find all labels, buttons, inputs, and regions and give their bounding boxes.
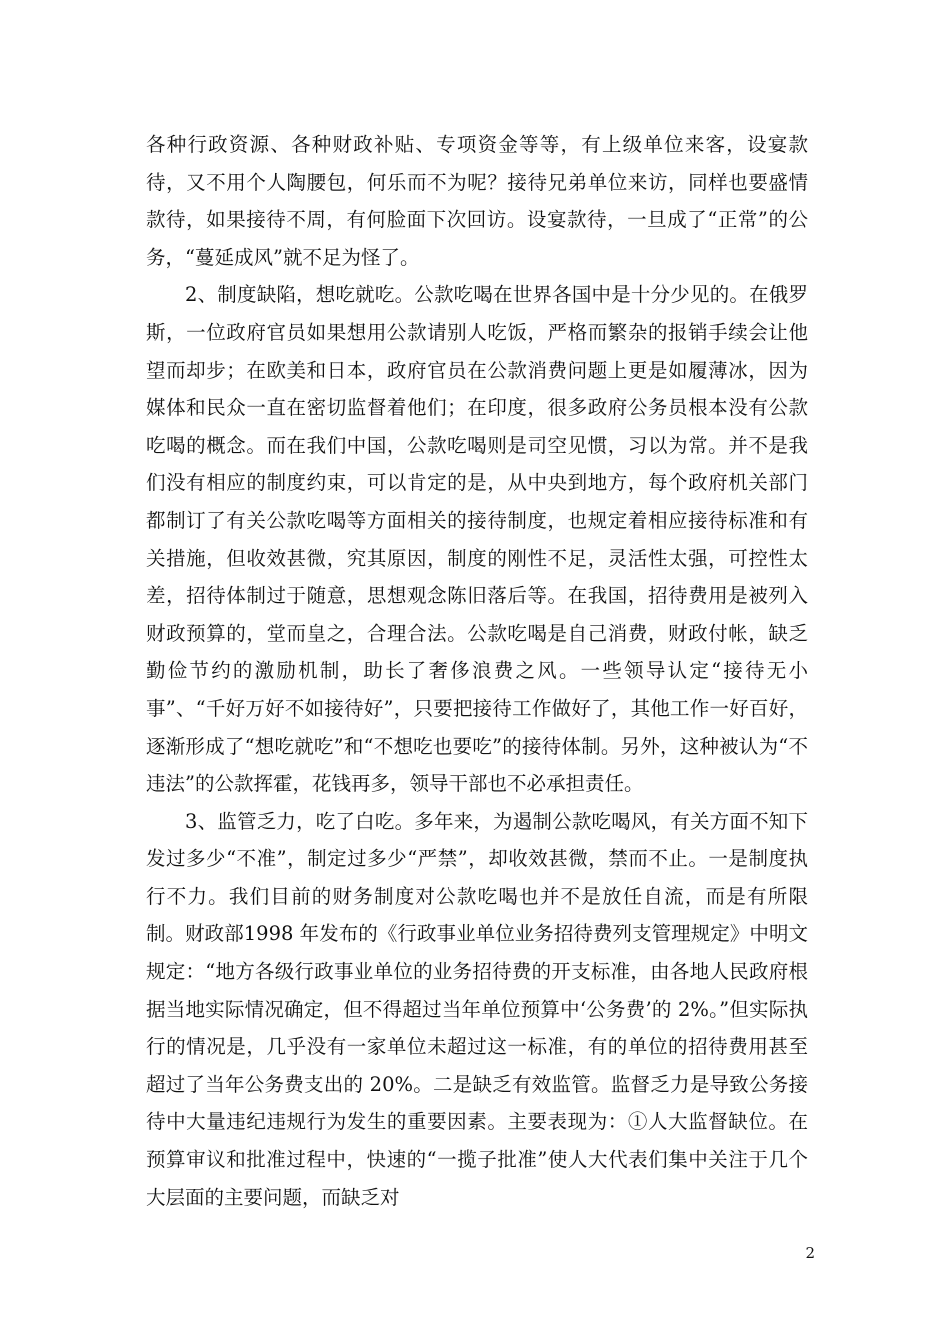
- page-number: 2: [805, 1244, 815, 1262]
- body-text: [146, 126, 808, 1216]
- paragraph-institutional-defects: 2、制度缺陷，想吃就吃。公款吃喝在世界各国中是十分少见的。在俄罗斯，一位政府官员如果想用公款请别人吃饭，严格而繁杂的报销手续会让他望而却步；在欧美和日本，政府官员在公款消费问题上更是如履薄冰，因为媒体和民众一直在密切监督着他们；在印度，很多政府公务员根本没有公款吃喝的概念。而在我们中国，公款吃喝则是司空见惯，习以为常。并不是我们没有相应的制度约束，可以肯定的是，从中央到地方，每个政府机关部门都制订了有关公款吃喝等方面相关的接待制度，也规定着相应接待标准和有关措施，但收效甚微，究其原因，制度的刚性不足，灵活性太强，可控性太差，招待体制过于随意，思想观念陈旧落后等。在我国，招待费用是被列入财政预算的，堂而皇之，合理合法。公款吃喝是自己消费，财政付帐，缺乏勤俭节约的激励机制，助长了奢侈浪费之风。一些领导认定“接待无小事”、“千好万好不如接待好”，只要把接待工作做好了，其他工作一好百好，逐渐形成了“想吃就吃”和“不想吃也要吃”的接待体制。另外，这种被认为“不违法”的公款挥霍，花钱再多，领导干部也不必承担责任。: [146, 283, 808, 796]
- paragraph-weak-supervision: 3、监管乏力，吃了白吃。多年来，为遏制公款吃喝风，有关方面不知下发过多少“不准”，制定过多少“严禁”，却收效甚微，禁而不止。一是制度执行不力。我们目前的财务制度对公款吃喝也并不是放任自流，而是有所限制。财政部1998 年发布的《行政事业单位业务招待费列支管理规定》中明文规定：“地方各级行政事业单位的业务招待费的开支标准，由各地人民政府根据当地实际情况确定，但不得超过当年单位预算中‘公务费’的 2%。”但实际执行的情况是，几乎没有一家单位未超过这一标准，有的单位的招待费用甚至超过了当年公务费支出的 20%。二是缺乏有效监管。监督乏力是导致公务接待中大量违纪违规行为发生的重要因素。主要表现为：①人大监督缺位。在预算审议和批准过程中，快速的“一揽子批准”使人大代表们集中关注于几个大层面的主要问题，而缺乏对: [146, 809, 808, 1209]
- paragraph-continuation: 各种行政资源、各种财政补贴、专项资金等等，有上级单位来客，设宴款待，又不用个人陶腰包，何乐而不为呢？接待兄弟单位来访，同样也要盛情款待，如果接待不周，有何脸面下次回访。设宴款待，一旦成了“正常”的公务，“蔓延成风”就不足为怪了。: [146, 133, 808, 269]
